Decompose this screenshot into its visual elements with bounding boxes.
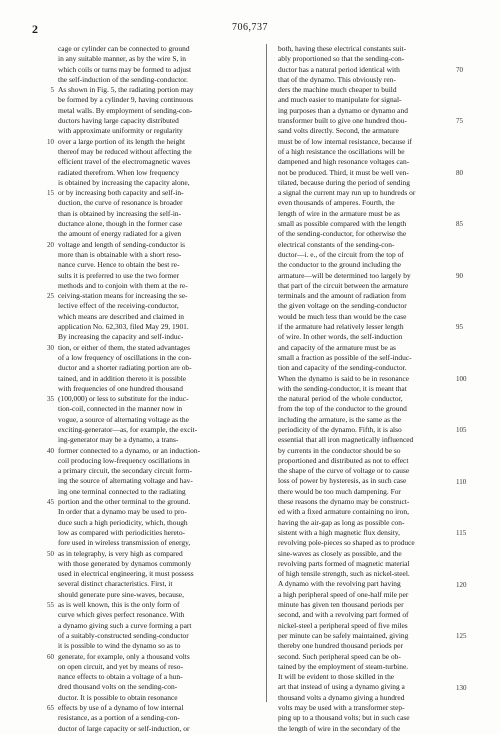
text-line: the given voltage on the sending-conductor xyxy=(278,301,407,311)
text-line: be formed by a cylinder 9, having continuous xyxy=(58,95,194,105)
text-line: tained by the employment of steam-turbine. xyxy=(278,661,409,671)
line-number: 30 xyxy=(47,343,54,352)
text-line: ductance alone, though in the former case xyxy=(58,219,183,229)
text-line: ductor of large capacity or self-induction, or xyxy=(58,723,190,733)
line-number: 90 xyxy=(456,271,463,280)
text-line: on open circuit, and yet by means of reso- xyxy=(58,661,183,671)
text-line: generate, for example, only a thousand volts xyxy=(58,651,190,661)
text-line: of a low frequency of oscillations in the con- xyxy=(58,352,192,362)
line-number: 130 xyxy=(456,683,467,692)
text-line: minute has given ten thousand periods per xyxy=(278,600,404,610)
text-line: sand volts directly. Second, the armature xyxy=(278,126,399,136)
text-line: a primary circuit, the secondary circuit form- xyxy=(58,466,193,476)
line-number: 70 xyxy=(456,65,463,74)
text-line: both, having these electrical constants suit- xyxy=(278,44,407,53)
line-number: 5 xyxy=(50,86,54,95)
text-line: duce such a high periodicity, which, though xyxy=(58,517,188,527)
text-line: thereby one hundred thousand periods per xyxy=(278,641,403,651)
text-line: nance curve. Hence to obtain the best re- xyxy=(58,260,180,270)
text-line: proportioned and distributed as not to effect xyxy=(278,455,409,465)
text-line: these reasons the dynamo may be construct- xyxy=(278,497,410,507)
text-line: of a suitably-constructed sending-conductor xyxy=(58,630,189,640)
text-line: is obtained by increasing the capacity alone, xyxy=(58,177,190,187)
text-line: resistance, as a portion of a sending-con- xyxy=(58,713,180,723)
text-line: of the sending-conductor, for otherwise the xyxy=(278,229,407,239)
text-line: ed with a fixed armature containing no iron, xyxy=(278,507,409,517)
text-line: over a large portion of its length the height xyxy=(58,136,186,146)
text-line: revolving parts formed of magnetic material xyxy=(278,558,410,568)
text-line: must be of low internal resistance, because if xyxy=(278,136,412,146)
line-number: 60 xyxy=(47,652,54,661)
text-line: ders the machine much cheaper to build xyxy=(278,85,397,95)
text-line: ductors having large capacity distributed xyxy=(58,116,179,126)
text-line: as in telegraphy, is very high as compared xyxy=(58,548,183,558)
text-line: of a high resistance the oscillations will be xyxy=(278,146,405,156)
text-line: ductor. It is possible to obtain resonance xyxy=(58,692,178,702)
text-line: periodicity of the dynamo. Fifth, it is also xyxy=(278,424,402,434)
text-line: As shown in Fig. 5, the radiating portion may xyxy=(58,85,194,95)
text-line: efficient travel of the electromagnetic waves xyxy=(58,157,191,167)
text-line: it is possible to wind the dynamo so as to xyxy=(58,641,181,651)
text-line: a high peripheral speed of one-half mile per xyxy=(278,589,409,599)
text-line: which coils or turns may be formed to adjust xyxy=(58,64,192,74)
line-number: 100 xyxy=(456,374,467,383)
text-line: should generate pure sine-waves, because, xyxy=(58,589,184,599)
text-line: electrical constants of the sending-con- xyxy=(278,239,395,249)
text-line: In order that a dynamo may be used to pro- xyxy=(58,507,187,517)
text-line: ing the source of alternating voltage and hav- xyxy=(58,476,193,486)
text-line: not be produced. Third, it must be well ven- xyxy=(278,167,409,177)
text-line: By increasing the capacity and self-induc- xyxy=(58,332,184,342)
text-line: armature—will be determined too largely by xyxy=(278,270,411,280)
text-line: nickel-steel a peripheral speed of five miles xyxy=(278,620,408,630)
text-line: ductor—i. e., of the circuit from the top of xyxy=(278,249,404,259)
right-text-column xyxy=(278,44,478,734)
text-line: of wire. In other words, the self-induction xyxy=(278,332,403,342)
text-line: second, and with a revolving part formed of xyxy=(278,610,409,620)
column-divider xyxy=(266,44,267,702)
patent-number: 706,737 xyxy=(232,22,268,33)
text-line: When the dynamo is said to be in resonance xyxy=(278,373,409,383)
text-line: the conductor to the ground including the xyxy=(278,260,402,270)
text-line: essential that all iron magnetically influenced xyxy=(278,435,414,445)
text-line: exciting-generator—as, for example, the excit- xyxy=(58,424,198,434)
line-number: 125 xyxy=(456,632,467,641)
text-line: a dynamo giving such a curve forming a part xyxy=(58,620,192,630)
text-line: that part of the circuit between the armature xyxy=(278,280,409,290)
text-line: sistent with a high magnetic flux density, xyxy=(278,527,401,537)
text-line: ing one terminal connected to the radiating xyxy=(58,486,186,496)
text-line: revolving pole-pieces so shaped as to produce xyxy=(278,538,415,548)
text-line: with frequencies of one hundred thousand xyxy=(58,383,183,393)
left-text-column xyxy=(58,44,258,734)
text-line: (100,000) or less to substitute for the induc- xyxy=(58,394,189,404)
line-number: 75 xyxy=(456,117,463,126)
text-line: former connected to a dynamo, or an induction- xyxy=(58,445,201,455)
text-line: from the top of the conductor to the ground xyxy=(278,404,407,414)
text-line: or by increasing both capacity and self-in- xyxy=(58,188,184,198)
text-line: by currents in the conductor should be so xyxy=(278,445,401,455)
text-line: ing-generator may be a dynamo, a trans- xyxy=(58,435,179,445)
text-line: with approximate uniformity or regularity xyxy=(58,126,183,136)
line-number: 50 xyxy=(47,549,54,558)
line-number: 45 xyxy=(47,498,54,507)
line-number: 25 xyxy=(47,292,54,301)
text-line: small a fraction as possible of the self-induc- xyxy=(278,352,412,362)
text-line: ing purposes than a dynamo or dynamo and xyxy=(278,105,408,115)
line-number: 35 xyxy=(47,395,54,404)
text-line: if the armature had relatively lesser length xyxy=(278,322,404,332)
text-line: the natural period of the whole conductor, xyxy=(278,394,403,404)
text-line: tion and capacity of the sending-conductor. xyxy=(278,363,407,373)
text-line: low as compared with periodicities hereto- xyxy=(58,527,186,537)
text-line: the shape of the curve of voltage or to cause xyxy=(278,466,410,476)
text-line: metal walls. By employment of sending-con- xyxy=(58,105,193,115)
text-line: volts may be used with a transformer step- xyxy=(278,703,405,712)
line-number: 120 xyxy=(456,580,467,589)
text-line: dampened and high resonance voltages can- xyxy=(278,157,410,167)
text-line: voltage and length of sending-conductor is xyxy=(58,239,186,249)
line-number: 80 xyxy=(456,168,463,177)
line-number: 110 xyxy=(456,477,467,486)
text-line: per minute can be safely maintained, giving xyxy=(278,630,409,640)
text-line: small as possible compared with the length xyxy=(278,219,407,229)
text-line: even thousands of amperes. Fourth, the xyxy=(278,198,395,208)
text-line: terminals and the amount of radiation from xyxy=(278,291,407,301)
text-line: length of wire in the armature must be as xyxy=(278,208,400,218)
line-number: 105 xyxy=(456,426,467,435)
text-line: used in electrical engineering, it must possess xyxy=(58,569,194,579)
text-line: which means are described and claimed in xyxy=(58,311,184,321)
line-number: 65 xyxy=(47,704,54,713)
text-line: duction, the curve of resonance is broader xyxy=(58,198,183,208)
text-line: cage or cylinder can be connected to ground xyxy=(58,44,190,53)
text-line: tained, and in addition thereto it is possible xyxy=(58,373,187,383)
text-line: having the air-gap as long as possible con- xyxy=(278,517,405,527)
text-line: thereof may be reduced without affecting the xyxy=(58,146,192,156)
text-line: several distinct characteristics. First, it xyxy=(58,579,173,589)
text-line: a signal the current may run up to hundreds or xyxy=(278,188,416,198)
line-number: 15 xyxy=(47,189,54,198)
text-line: the length of wire in the secondary of the xyxy=(278,723,401,733)
text-line: ping up to a thousand volts; but in such case xyxy=(278,713,410,723)
text-line: portion and the other terminal to the ground. xyxy=(58,497,191,507)
text-line: nance effects to obtain a voltage of a hun- xyxy=(58,672,183,682)
text-line: including the armature, is the same as the xyxy=(278,414,402,424)
text-line: and much easier to manipulate for signal- xyxy=(278,95,402,105)
line-number: 95 xyxy=(456,323,463,332)
text-line: tion-coil, connected in the manner now in xyxy=(58,404,183,414)
text-line: would be much less than would be the case xyxy=(278,311,407,321)
text-line: ably proportioned so that the sending-con- xyxy=(278,54,405,64)
text-line: with the sending-conductor, it is meant that xyxy=(278,383,407,393)
text-line: effects by use of a dynamo of low internal xyxy=(58,703,184,712)
text-line: fore used in wireless transmission of energy, xyxy=(58,538,191,548)
text-line: than is obtained by increasing the self-in- xyxy=(58,208,182,218)
text-line: sine-waves as closely as possible, and the xyxy=(278,548,402,558)
text-line: methods and to conjoin with them at the re- xyxy=(58,280,188,290)
page-header xyxy=(0,22,500,38)
text-line: sults it is preferred to use the two former xyxy=(58,270,180,280)
line-number: 55 xyxy=(47,601,54,610)
text-line: of high tensile strength, such as nickel-steel. xyxy=(278,569,410,579)
line-number: 85 xyxy=(456,220,463,229)
text-line: with those generated by dynamos commonly xyxy=(58,558,192,568)
text-line: art that instead of using a dynamo giving a xyxy=(278,682,405,692)
text-line: and capacity of the armature must be as xyxy=(278,342,396,352)
line-number: 10 xyxy=(47,137,54,146)
text-line: lective effect of the receiving-conductor, xyxy=(58,301,179,311)
text-line: more than is obtainable with a short reso- xyxy=(58,249,182,259)
text-line: application No. 62,303, filed May 29, 1901. xyxy=(58,322,189,332)
line-number: 20 xyxy=(47,240,54,249)
page-number: 2 xyxy=(32,22,38,36)
text-line: ceiving-station means for increasing the se- xyxy=(58,291,188,301)
text-line: in any suitable manner, as by the wire S, in xyxy=(58,54,186,64)
text-line: radiated therefrom. When low frequency xyxy=(58,167,180,177)
text-line: that of the dynamo. This obviously ren- xyxy=(278,74,396,84)
text-line: thousand volts a dynamo giving a hundred xyxy=(278,692,405,702)
text-line: tilated, because during the period of sending xyxy=(278,177,410,187)
text-line: transformer built to give one hundred thou- xyxy=(278,116,407,126)
text-line: as is well known, this is the only form of xyxy=(58,600,180,610)
line-number: 115 xyxy=(456,529,467,538)
line-number: 40 xyxy=(47,446,54,455)
text-line: A dynamo with the revolving part having xyxy=(278,579,401,589)
text-line: the amount of energy radiated for a given xyxy=(58,229,182,239)
text-line: dred thousand volts on the sending-con- xyxy=(58,682,178,692)
text-line: ductor has a natural period identical with xyxy=(278,64,400,74)
text-line: second. Such peripheral speed can be ob- xyxy=(278,651,401,661)
text-line: curve which gives perfect resonance. With xyxy=(58,610,185,620)
text-line: there would be too much dampening. For xyxy=(278,486,401,496)
text-line: vogue, a source of alternating voltage as the xyxy=(58,414,189,424)
text-line: the self-induction of the sending-conductor. xyxy=(58,74,188,84)
text-line: It will be evident to those skilled in the xyxy=(278,672,395,682)
text-line: coil producing low-frequency oscillations in xyxy=(58,455,190,465)
text-line: ductor and a shorter radiating portion are ob- xyxy=(58,363,192,373)
text-line: loss of power by hysteresis, as in such case xyxy=(278,476,407,486)
text-line: tion, or either of them, the stated advantages xyxy=(58,342,190,352)
